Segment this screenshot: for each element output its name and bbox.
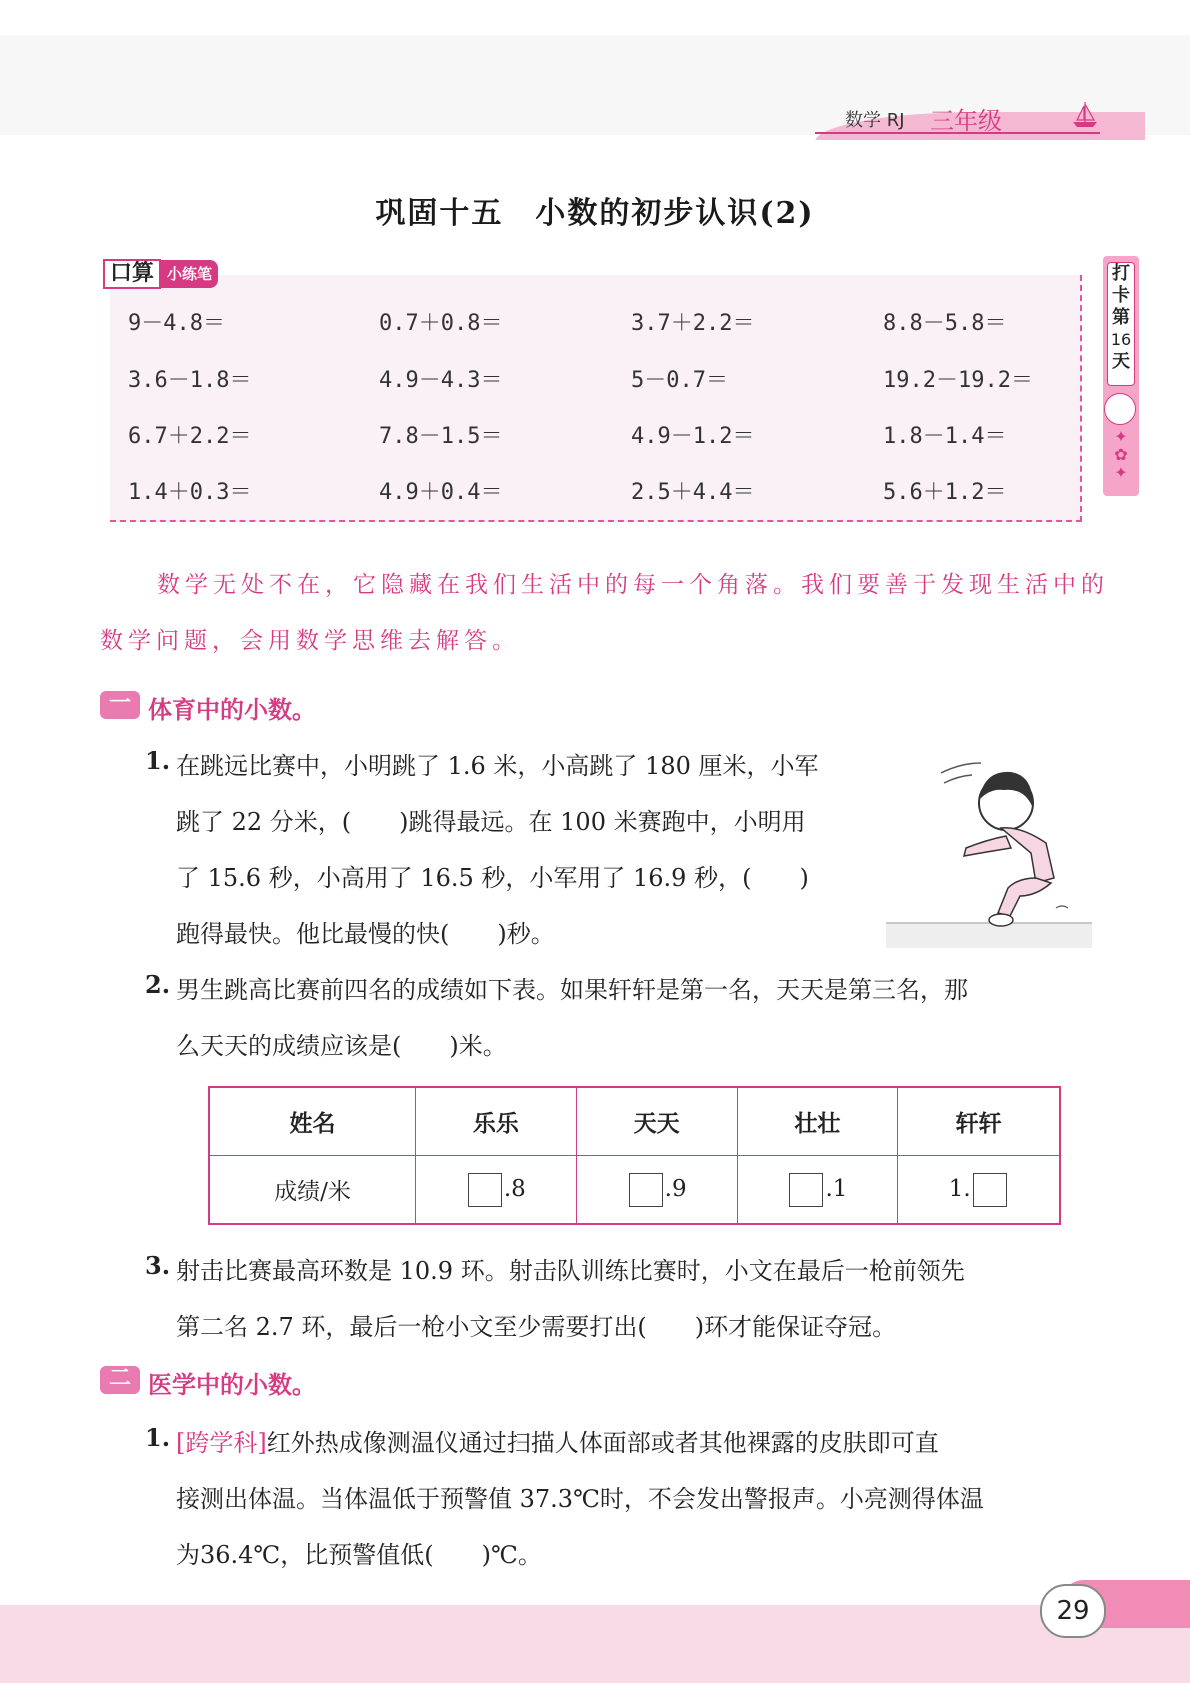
question-text: 红外热成像测温仪通过扫描人体面部或者其他裸露的皮肤即可直 bbox=[266, 1429, 939, 1457]
practice-label: 小练笔 bbox=[161, 260, 218, 288]
calc-problem: 8.8－5.8＝ bbox=[883, 311, 1007, 336]
question-number: 1. bbox=[145, 1423, 171, 1452]
calc-problem: 9－4.8＝ bbox=[128, 311, 225, 336]
page-title: 巩固十五 小数的初步认识(2) bbox=[375, 196, 815, 231]
header-grade: 三年级 bbox=[930, 107, 1002, 135]
question-line: 为36.4℃，比预警值低( )℃。 bbox=[176, 1541, 542, 1569]
high-jump-score-table bbox=[208, 1086, 1061, 1225]
boy-jumping-illustration bbox=[886, 748, 1092, 948]
question-line: 在跳远比赛中，小明跳了 1.6 米，小高跳了 180 厘米，小军 bbox=[176, 752, 819, 780]
question-number: 1. bbox=[145, 746, 171, 775]
cell-suffix: .8 bbox=[503, 1175, 526, 1202]
calc-problem: 1.4＋0.3＝ bbox=[128, 480, 252, 505]
table-header-row bbox=[209, 1087, 1060, 1156]
table-cell bbox=[737, 1156, 898, 1225]
question-line: 射击比赛最高环数是 10.9 环。射击队训练比赛时，小文在最后一枪前领先 bbox=[176, 1257, 965, 1285]
flower-icon: ✦ ✿ ✦ bbox=[1114, 427, 1128, 482]
calc-problem: 5－0.7＝ bbox=[631, 368, 728, 393]
footer-band bbox=[0, 1605, 1190, 1683]
checkin-day: 16 bbox=[1110, 330, 1132, 349]
calc-problem: 0.7＋0.8＝ bbox=[379, 311, 503, 336]
answer-box[interactable] bbox=[468, 1173, 502, 1207]
question-line: 男生跳高比赛前四名的成绩如下表。如果轩轩是第一名，天天是第三名，那 bbox=[176, 976, 968, 1004]
question-line bbox=[176, 1423, 939, 1458]
calc-problem: 3.6－1.8＝ bbox=[128, 368, 252, 393]
table-header-cell: 乐乐 bbox=[415, 1087, 576, 1156]
answer-box[interactable] bbox=[629, 1173, 663, 1207]
checkin-char: 打 bbox=[1112, 263, 1130, 284]
calc-problem: 19.2－19.2＝ bbox=[883, 368, 1033, 393]
calc-problem: 6.7＋2.2＝ bbox=[128, 424, 252, 449]
question-line: 了 15.6 秒，小高用了 16.5 秒，小军用了 16.9 秒，( ) bbox=[176, 864, 809, 892]
checkin-char: 天 bbox=[1112, 351, 1130, 372]
cell-suffix: .1 bbox=[825, 1175, 848, 1202]
cell-suffix: .9 bbox=[664, 1175, 687, 1202]
calc-problem: 4.9－4.3＝ bbox=[379, 368, 503, 393]
section-2-title: 医学中的小数。 bbox=[148, 1371, 316, 1399]
section-1-badge: 一 bbox=[100, 691, 140, 719]
page-number: 29 bbox=[1040, 1584, 1106, 1638]
intro-line-2: 数学问题，会用数学思维去解答。 bbox=[100, 628, 520, 654]
calc-problem: 3.7＋2.2＝ bbox=[631, 311, 755, 336]
section-1-title: 体育中的小数。 bbox=[148, 696, 316, 724]
calc-problem: 4.9＋0.4＝ bbox=[379, 480, 503, 505]
table-header-cell: 天天 bbox=[576, 1087, 737, 1156]
question-line: 么天天的成绩应该是( )米。 bbox=[176, 1032, 507, 1060]
mental-math-label: 口算 bbox=[103, 259, 161, 289]
table-cell bbox=[415, 1156, 576, 1225]
cell-prefix: 1. bbox=[948, 1175, 971, 1202]
question-line: 第二名 2.7 环，最后一枪小文至少需要打出( )环才能保证夺冠。 bbox=[176, 1313, 897, 1341]
table-header-cell: 壮壮 bbox=[737, 1087, 898, 1156]
checkin-circle[interactable] bbox=[1104, 393, 1136, 425]
cross-subject-tag: [跨学科] bbox=[176, 1429, 267, 1457]
answer-box[interactable] bbox=[789, 1173, 823, 1207]
question-number: 2. bbox=[145, 970, 171, 999]
table-cell bbox=[898, 1156, 1060, 1225]
checkin-label bbox=[1107, 262, 1135, 386]
calc-problem: 2.5＋4.4＝ bbox=[631, 480, 755, 505]
checkin-char: 第 bbox=[1112, 307, 1130, 328]
calc-problem: 4.9－1.2＝ bbox=[631, 424, 755, 449]
table-header-cell: 姓名 bbox=[209, 1087, 415, 1156]
table-row bbox=[209, 1156, 1060, 1225]
question-line: 跳了 22 分米，( )跳得最远。在 100 米赛跑中，小明用 bbox=[176, 808, 806, 836]
question-number: 3. bbox=[145, 1251, 171, 1280]
table-row-label: 成绩/米 bbox=[209, 1156, 415, 1225]
calc-problem: 7.8－1.5＝ bbox=[379, 424, 503, 449]
section-2-badge: 二 bbox=[100, 1366, 140, 1394]
table-cell bbox=[576, 1156, 737, 1225]
calc-problem: 1.8－1.4＝ bbox=[883, 424, 1007, 449]
question-line: 接测出体温。当体温低于预警值 37.3℃时，不会发出警报声。小亮测得体温 bbox=[176, 1485, 984, 1513]
header-subject: 数学 RJ bbox=[845, 110, 905, 131]
sailboat-icon bbox=[1070, 100, 1100, 130]
checkin-char: 卡 bbox=[1112, 285, 1130, 306]
question-line: 跑得最快。他比最慢的快( )秒。 bbox=[176, 920, 555, 948]
calc-problem: 5.6＋1.2＝ bbox=[883, 480, 1007, 505]
answer-box[interactable] bbox=[973, 1173, 1007, 1207]
table-header-cell: 轩轩 bbox=[898, 1087, 1060, 1156]
intro-line-1: 数学无处不在，它隐藏在我们生活中的每一个角落。我们要善于发现生活中的 bbox=[157, 572, 1109, 598]
mental-math-tag bbox=[103, 259, 218, 289]
